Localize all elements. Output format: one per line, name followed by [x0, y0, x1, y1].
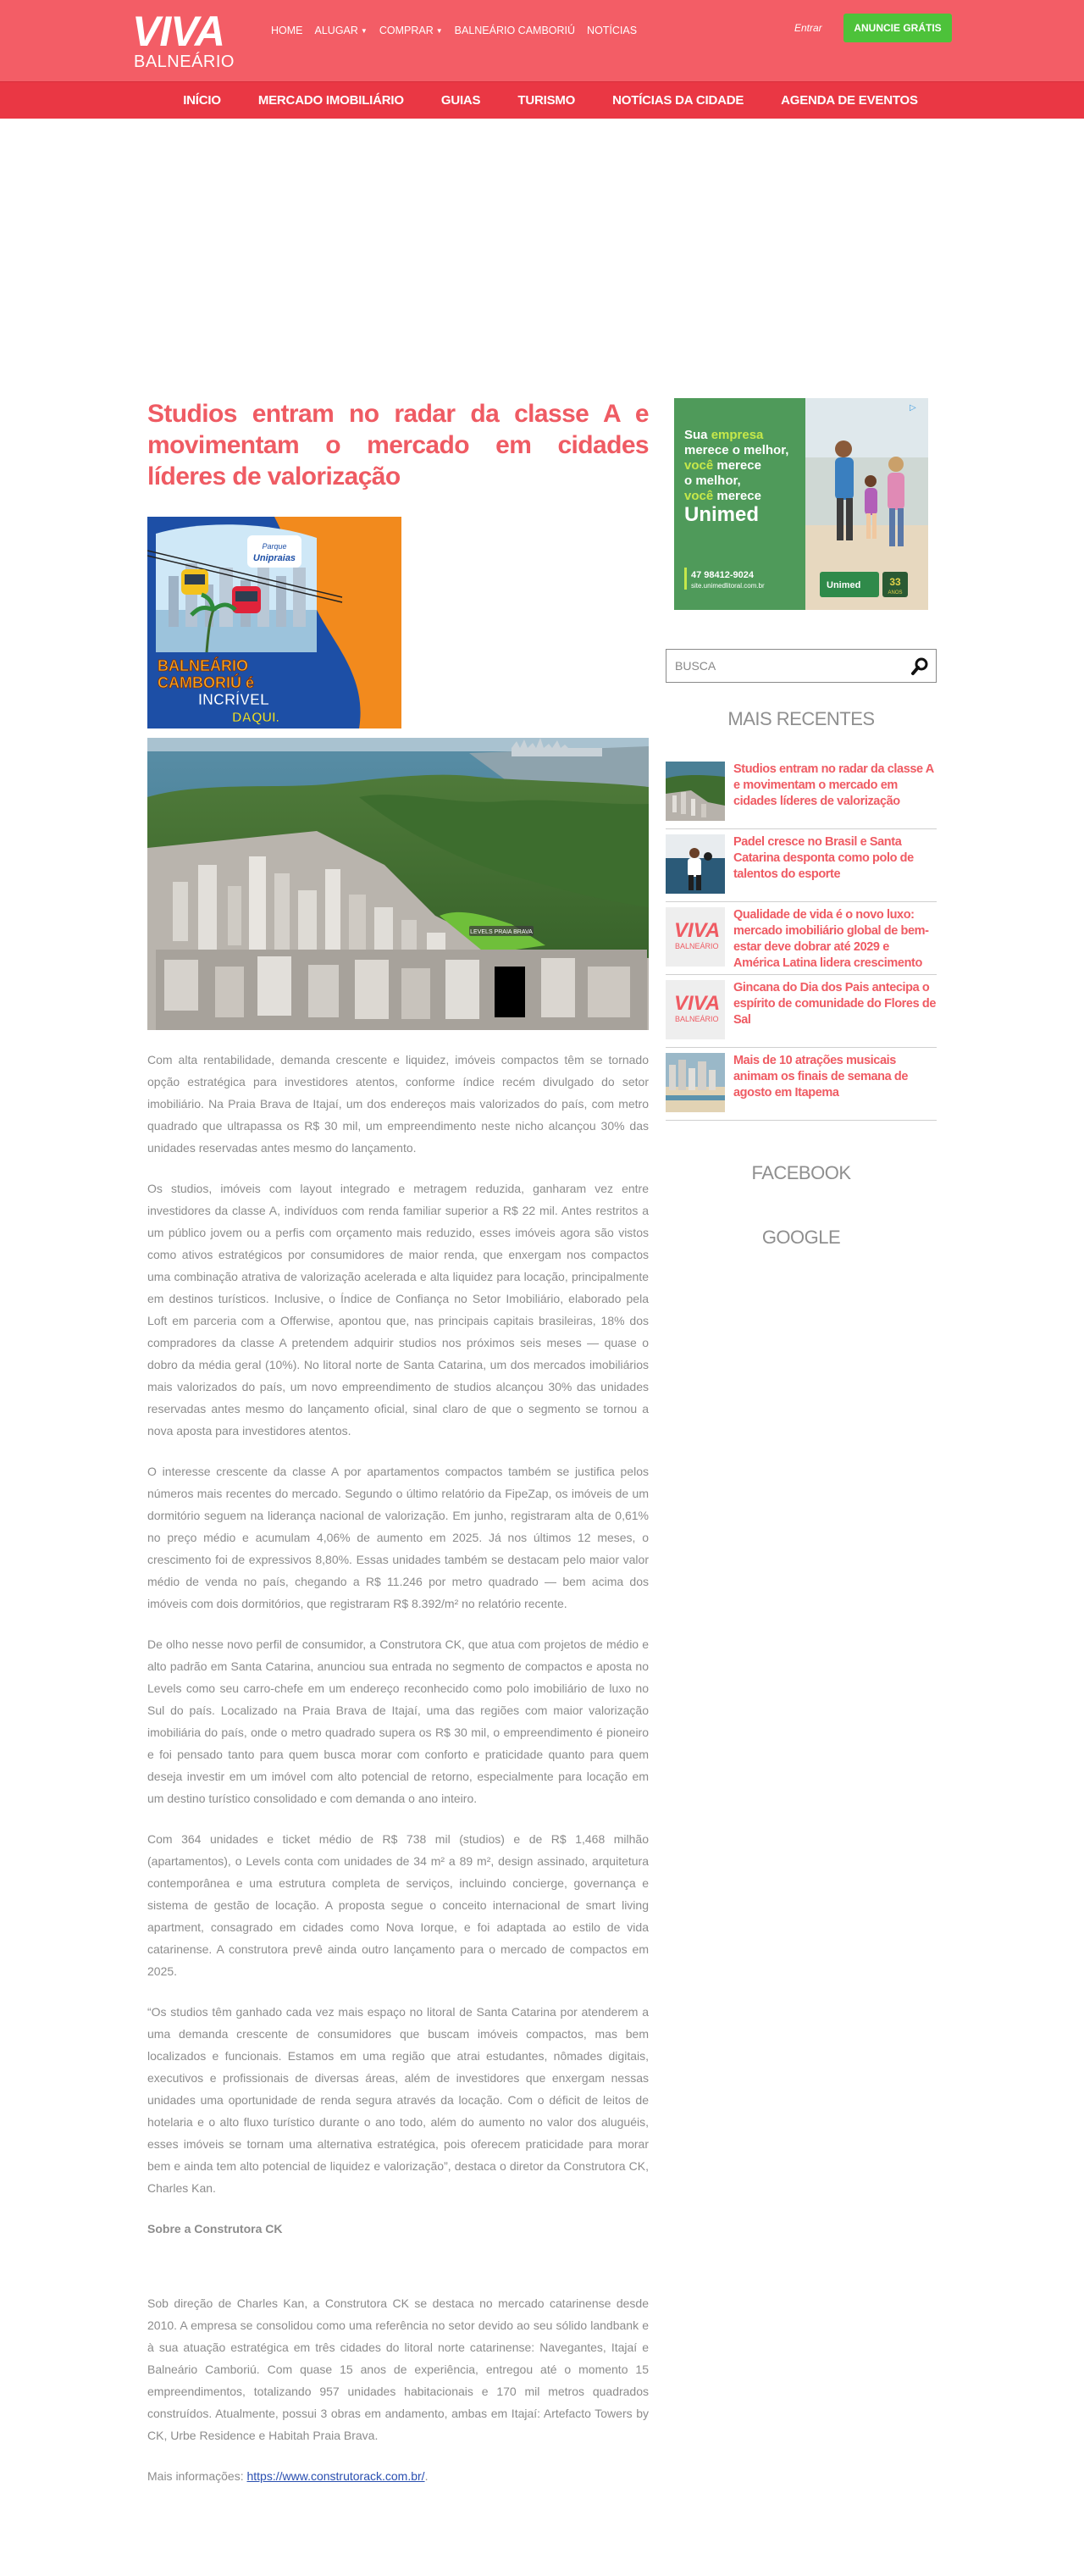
recent-post-title: Studios entram no radar da classe A e movimentam o mercado em cidades líderes de valorização [733, 762, 934, 808]
category-noticias-da-cidade[interactable]: NOTÍCIAS DA CIDADE [612, 93, 744, 108]
promo-headline-2: CAMBORIÚ é [158, 674, 255, 691]
nav-label: ALUGAR [314, 25, 358, 36]
nav-label: COMPRAR [379, 25, 434, 36]
search-input[interactable] [666, 650, 904, 682]
photo-location-tag: LEVELS PRAIA BRAVA [470, 929, 533, 935]
caret-down-icon: ▼ [435, 26, 443, 35]
ad-line2: merece o melhor, [684, 443, 789, 457]
category-guias[interactable]: GUIAS [440, 93, 481, 108]
recent-thumb [666, 834, 725, 894]
nav-home[interactable] [271, 25, 303, 36]
nav-alugar[interactable] [315, 25, 368, 36]
thumb-logo-wordmark: VIVA [674, 919, 721, 942]
ad-line4: o melhor, [684, 474, 741, 488]
paragraph: O interesse crescente da classe A por apartamentos compactos também se justifica pelos números mais recentes do mercado. Segundo o último relatório da FipeZap, os imóveis de um dormitório seguem na liderança nacional de valorização. Em junho, registraram alta de 0,61% no preço médio e acumulam 4,06% de aumento em 2025. Já nos últimos 12 meses, o crescimento foi de expressivos 8,80%. Essas unidades também se destacam pelo maior valor médio de venda no país, chegando a R$ 11.246 por metro quadrado — bem acima dos imóveis com dois dormitórios, que registraram R$ 8.392/m² no relatório recente. [147, 1465, 649, 1610]
paragraph: “Os studios têm ganhado cada vez mais espaço no litoral de Santa Catarina por atenderem a uma demanda crescente de consumidores que buscam imóveis compactos, mas bem localizados e funcionais. Estamos em uma região que atrai estudantes, nômades digitais, executivos e profissionais de diversas áreas, além de investidores que enxergam nessas unidades uma oportunidade de renda segura através da locação. Com o déficit de leitos de hotelaria e o alto fluxo turístico durante o ano todo, além do aumento no valor dos aluguéis, esses imóveis se tornam uma alternativa estratégica, pois oferecem praticidade para morar bem e ainda tem alto potencial de liquidez e valorização”, destaca o diretor da Construtora CK, Charles Kan. [147, 2005, 649, 2195]
aerial-photo-illustration [147, 738, 649, 1030]
ad-badge-years: 33 [889, 576, 901, 588]
article-photo [147, 738, 649, 1030]
logo-subtitle: BALNEÁRIO [134, 53, 235, 71]
section-heading: Sobre a Construtora CK [147, 2222, 283, 2235]
search-button[interactable] [909, 655, 932, 679]
nav-balneario-camboriu[interactable] [455, 25, 575, 36]
paragraph: Sob direção de Charles Kan, a Construtora CK se destaca no mercado catarinense desde 2010. A empresa se consolidou como uma referência no setor devido ao seu sólido landbank e à sua atuação estratégica em três cidades do litoral norte catarinense: Navegantes, Itajaí e Balneário Camboriú. Com quase 15 anos de experiência, entregou até o momento 15 empreendimentos, totalizando 957 unidades habitacionais e 170 mil metros quadrados construídos. Atualmente, possui 3 obras em andamento, ambas em Itajaí: Artefacto Towers by CK, Urbe Residence e Habitah Praia Brava. [147, 2296, 649, 2442]
search-box [666, 649, 937, 683]
recent-posts-list [666, 756, 937, 1121]
promo-brand-line2: Unipraias [252, 553, 296, 563]
recent-post-title: Qualidade de vida é o novo luxo: mercado imobiliário global de bem-estar deve dobrar até 2029 e América Latina lidera crescimento [733, 908, 929, 970]
category-mercado-imobiliario[interactable]: MERCADO IMOBILIÁRIO [257, 93, 404, 108]
recent-thumb [666, 1053, 725, 1112]
adchoices-icon: ▷ [910, 403, 916, 413]
promo-headline-1: BALNEÁRIO [158, 657, 248, 674]
more-info [147, 2465, 649, 2487]
recent-thumb [666, 907, 725, 967]
article-header [147, 398, 649, 492]
ad-badge-brand: Unimed [827, 580, 861, 590]
sidebar-ad[interactable] [674, 398, 928, 610]
aerial-thumb-image [666, 762, 725, 821]
google-heading: GOOGLE [761, 1227, 841, 1248]
ad-badge-years-label: ANOS [888, 590, 903, 596]
recent-post[interactable] [666, 975, 937, 1048]
paragraph: De olho nesse novo perfil de consumidor, a Construtora CK, que atua com projetos de médio e alto padrão em Santa Catarina, anunciou sua entrada no segmento de compactos e aposta no Levels como seu carro-chefe em um endereço reconhecido como polo imobiliário de luxo no Sul do país. Localizado na Praia Brava de Itajaí, uma das regiões com maior valorização imobiliária do país, onde o metro quadrado supera os R$ 30 mil, o empreendimento é pioneiro e foi pensado tanto para quem busca morar com conforto e praticidade quanto para quem deseja investir em um imóvel com alto potencial de retorno, especialmente para locação em um destino turístico consolidado e com demanda o ano inteiro. [147, 1637, 649, 1805]
recent-post[interactable] [666, 756, 937, 829]
recent-post[interactable] [666, 829, 937, 902]
promo-headline-3: INCRÍVEL [198, 691, 270, 708]
promo-illustration [147, 517, 401, 728]
unimed-ad-illustration [674, 398, 928, 610]
nav-comprar[interactable] [379, 25, 443, 36]
article-body [147, 1049, 649, 2506]
thumb-logo-subtitle: BALNEÁRIO [675, 1015, 719, 1023]
recent-heading: MAIS RECENTES [727, 708, 875, 729]
ad-site: site.unimedlitoral.com.br [691, 582, 765, 590]
search-icon [909, 655, 932, 679]
category-bar [0, 81, 1084, 119]
nav-label: HOME [271, 25, 303, 36]
ad-line1: Sua empresa [684, 428, 764, 442]
recent-post-title: Mais de 10 atrações musicais animam os finais de semana de agosto em Itapema [733, 1054, 908, 1100]
nav-label: NOTÍCIAS [587, 25, 638, 36]
recent-post-title: Padel cresce no Brasil e Santa Catarina desponta como polo de talentos do esporte [733, 835, 914, 881]
advertise-button[interactable]: ANUNCIE GRÁTIS [843, 14, 952, 42]
construtora-link[interactable]: https://www.construtorack.com.br/ [246, 2469, 425, 2483]
promo-headline-4: DAQUI. [232, 711, 279, 725]
category-nav [0, 82, 1084, 119]
more-info-suffix: . [424, 2469, 429, 2483]
caret-down-icon: ▼ [360, 26, 368, 35]
thumb-logo-wordmark: VIVA [674, 992, 721, 1015]
promo-banner[interactable] [147, 517, 401, 728]
recent-thumb [666, 980, 725, 1039]
article-title: Studios entram no radar da classe A e movimentam o mercado em cidades líderes de valorização [147, 400, 649, 490]
beach-thumb-image [666, 1053, 725, 1112]
more-info-label: Mais informações: [147, 2469, 247, 2483]
facebook-heading: FACEBOOK [751, 1162, 851, 1183]
ad-brand: Unimed [684, 503, 760, 526]
thumb-logo-subtitle: BALNEÁRIO [675, 942, 719, 950]
paragraph: Os studios, imóveis com layout integrado e metragem reduzida, ganharam vez entre investidores da classe A, indivíduos com renda familiar superior a R$ 22 mil. Antes restritos a um público jovem ou a perfis com orçamento mais reduzido, esses imóveis agora são vistos como ativos estratégicos por consumidores de maior renda, que enxergam nos compactos uma combinação atrativa de valorização acelerada e alta liquidez para locação, principalmente em destinos turísticos. Inclusive, o Índice de Confiança no Setor Imobiliário, elaborado pela Loft em parceria com a Offerwise, apontou que, nas principais capitais brasileiras, 18% dos compradores da classe A pretendem adquirir studios nos próximos seis meses — quase o dobro da média geral (10%). No litoral norte de Santa Catarina, um dos mercados imobiliários mais valorizados do país, um novo empreendimento de studios alcançou 30% das unidades reservadas antes mesmo do lançamento oficial, sinal claro de que o segmento se tornou a nova aposta para investidores atentos. [147, 1182, 649, 1438]
recent-post[interactable] [666, 902, 937, 975]
logo-wordmark: VIVA [132, 8, 224, 55]
top-header [0, 0, 1084, 81]
main-nav [271, 25, 637, 36]
nav-label: BALNEÁRIO CAMBORIÚ [454, 25, 576, 36]
category-inicio[interactable]: INÍCIO [183, 93, 221, 108]
padel-thumb-image [666, 834, 725, 894]
ad-phone: 47 98412-9024 [691, 570, 755, 580]
recent-post[interactable] [666, 1048, 937, 1121]
category-agenda-de-eventos[interactable]: AGENDA DE EVENTOS [781, 93, 918, 108]
ad-line5: você merece [684, 489, 761, 503]
login-link[interactable]: Entrar [794, 22, 822, 34]
recent-thumb [666, 762, 725, 821]
ad-line3: você merece [684, 458, 761, 473]
recent-post-title: Gincana do Dia dos Pais antecipa o espírito de comunidade do Flores de Sal [733, 981, 936, 1027]
nav-noticias[interactable] [587, 25, 637, 36]
category-turismo[interactable]: TURISMO [517, 93, 576, 108]
site-logo[interactable] [132, 10, 242, 71]
paragraph: Com 364 unidades e ticket médio de R$ 738 mil (studios) e de R$ 1,468 milhão (apartamentos), o Levels conta com unidades de 34 m² a 89 m², design assinado, arquitetura contemporânea e uma estrutura completa de serviços, incluindo concierge, governança e sistema de gestão de locação. A proposta segue o conceito internacional de smart living apartment, consagrado em cidades como Nova Iorque, e foi adaptada ao estilo de vida catarinense. A construtora prevê ainda outro lançamento para o mercado de compactos em 2025. [147, 1832, 649, 1978]
paragraph: Com alta rentabilidade, demanda crescente e liquidez, imóveis compactos têm se tornado opção estratégica para investidores atentos, conforme índice recém divulgado do setor imobiliário. Na Praia Brava de Itajaí, um dos endereços mais valorizados do país, com metro quadrado que ultrapassa os R$ 30 mil, um empreendimento neste nicho alcançou 30% das unidades reservadas antes mesmo do lançamento. [147, 1053, 649, 1155]
promo-brand-line1: Parque [262, 542, 287, 551]
